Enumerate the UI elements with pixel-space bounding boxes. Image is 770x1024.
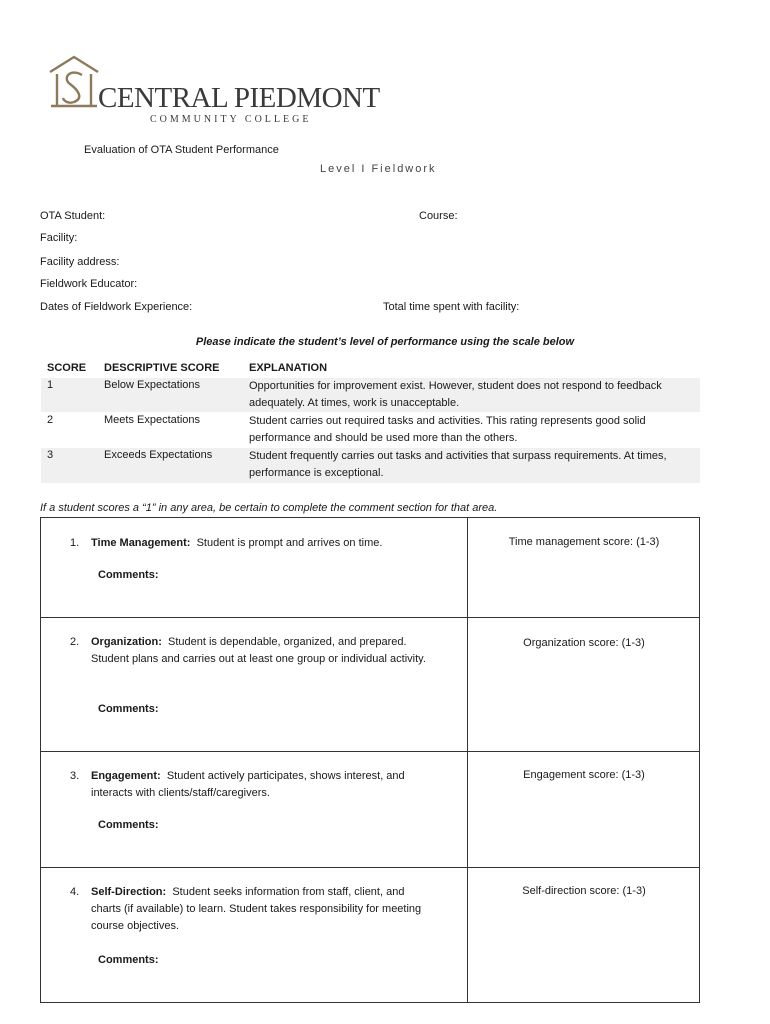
scale-score: 3: [47, 449, 54, 461]
organization-score-field[interactable]: Organization score: (1-3): [523, 637, 645, 649]
item-title: Time Management:: [91, 537, 191, 549]
item-description: Student actively participates, shows interest, and interacts with clients/staff/caregivers.: [91, 770, 405, 799]
fieldwork-educator-label: Fieldwork Educator:: [40, 278, 138, 290]
time-management-item: [70, 535, 430, 552]
scale-explanation: Student frequently carries out tasks and activities that surpass requirements. At times, performance is exceptional.: [249, 450, 667, 479]
row-divider: [41, 867, 699, 868]
facility-label: Facility:: [40, 232, 78, 244]
scale-explanation: Opportunities for improvement exist. However, student does not respond to feedback adequately. At times, work is unacceptable.: [249, 380, 662, 409]
item-number: 4.: [70, 886, 80, 898]
ota-student-label: OTA Student:: [40, 210, 106, 222]
item-number: 3.: [70, 770, 80, 782]
comments-label: Comments:: [98, 819, 159, 831]
fieldwork-level: Level I Fieldwork: [320, 163, 437, 175]
column-divider: [467, 518, 468, 1002]
explanation-header: EXPLANATION: [249, 362, 328, 374]
college-subtitle: COMMUNITY COLLEGE: [150, 114, 312, 125]
comments-label: Comments:: [98, 954, 159, 966]
course-label: Course:: [419, 210, 458, 222]
evaluation-title: Evaluation of OTA Student Performance: [84, 144, 279, 156]
engagement-item: [70, 768, 430, 802]
college-logo: [46, 54, 380, 126]
row-divider: [41, 751, 699, 752]
comment-note: If a student scores a “1” in any area, be certain to complete the comment section for that area.: [40, 502, 498, 514]
scale-score: 1: [47, 379, 54, 391]
scale-explanation: Student carries out required tasks and activities. This rating represents good solid performance and should be used more than the others.: [249, 415, 646, 444]
college-name: CENTRAL PIEDMONT: [98, 82, 380, 114]
item-description: Student is prompt and arrives on time.: [196, 537, 383, 549]
item-description: Student is dependable, organized, and prepared. Student plans and carries out at least one group or individual activity.: [91, 636, 426, 665]
self-direction-item: [70, 884, 430, 935]
comments-label: Comments:: [98, 703, 159, 715]
scale-row: [41, 413, 700, 447]
dates-label: Dates of Fieldwork Experience:: [40, 301, 193, 313]
organization-item: [70, 634, 430, 668]
facility-address-label: Facility address:: [40, 256, 120, 268]
comments-label: Comments:: [98, 569, 159, 581]
scale-label: Meets Expectations: [104, 414, 200, 426]
rating-scale-table: [41, 362, 700, 483]
item-number: 2.: [70, 636, 80, 648]
score-header: SCORE: [47, 362, 87, 374]
scale-label: Below Expectations: [104, 379, 200, 391]
time-management-score-field[interactable]: Time management score: (1-3): [508, 536, 660, 548]
scale-row: [41, 378, 700, 412]
descriptive-score-header: DESCRIPTIVE SCORE: [104, 362, 220, 374]
college-emblem-icon: [46, 54, 102, 112]
item-title: Engagement:: [91, 770, 161, 782]
engagement-score-field[interactable]: Engagement score: (1-3): [523, 769, 645, 781]
scale-row: [41, 448, 700, 483]
scale-instructions: Please indicate the student’s level of performance using the scale below: [195, 336, 575, 348]
evaluation-grid: [40, 517, 700, 1003]
row-divider: [41, 617, 699, 618]
self-direction-score-field[interactable]: Self-direction score: (1-3): [522, 885, 646, 897]
scale-label: Exceeds Expectations: [104, 449, 213, 461]
item-number: 1.: [70, 537, 80, 549]
scale-score: 2: [47, 414, 54, 426]
item-title: Organization:: [91, 636, 162, 648]
item-description: Student seeks information from staff, client, and charts (if available) to learn. Student takes responsibility for meeting course objectives.: [91, 886, 422, 932]
total-time-label: Total time spent with facility:: [383, 301, 520, 313]
item-title: Self-Direction:: [91, 886, 167, 898]
